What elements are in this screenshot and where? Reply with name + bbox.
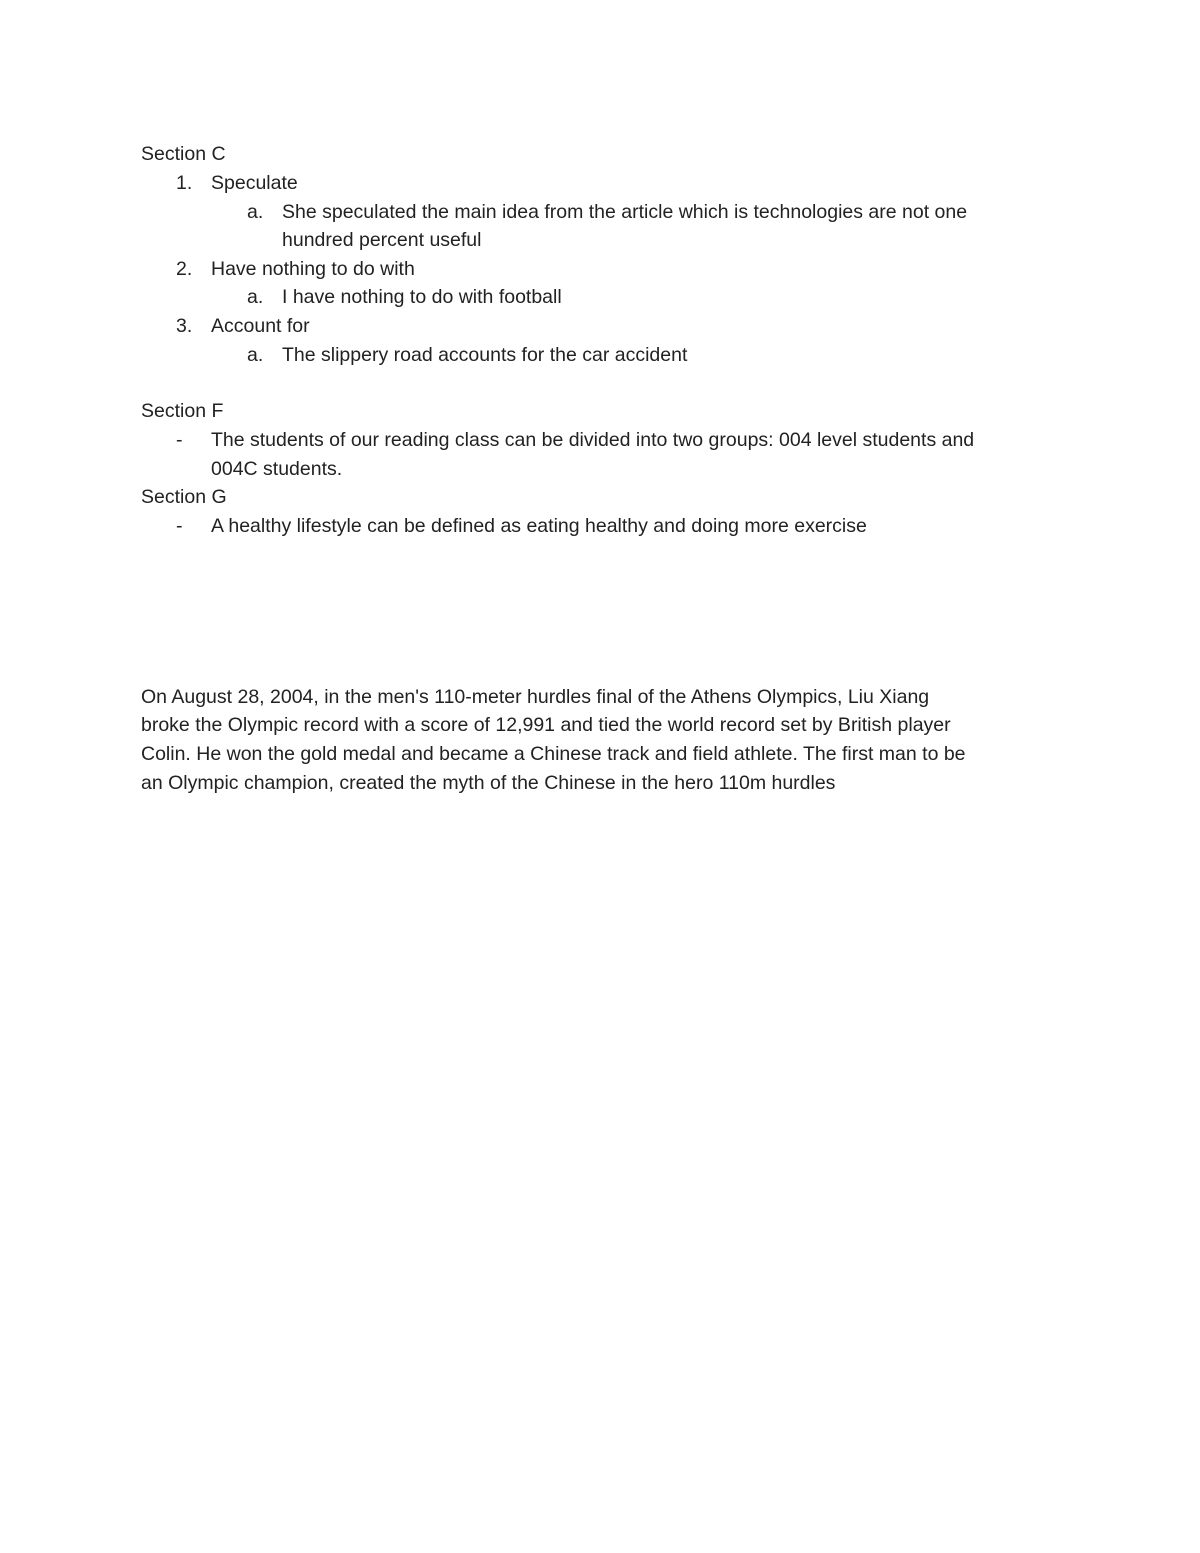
list-number: 3. (176, 315, 193, 337)
bullet-text: A healthy lifestyle can be defined as eating healthy and doing more exercise (211, 515, 867, 537)
list-number: 1. (176, 172, 193, 194)
list-number: 2. (176, 258, 193, 280)
list-item-label: Have nothing to do with (211, 258, 415, 280)
section-g-heading: Section G (141, 486, 227, 508)
bullet-text: The students of our reading class can be divided into two groups: 004 level students and (211, 429, 975, 451)
sub-item-text: hundred percent useful (282, 229, 482, 251)
bullet-dash: - (176, 429, 183, 451)
sub-item-text: The slippery road accounts for the car accident (282, 344, 688, 366)
paragraph-line: an Olympic champion, created the myth of the Chinese in the hero 110m hurdles (141, 772, 836, 794)
bullet-dash: - (176, 515, 183, 537)
list-item-label: Speculate (211, 172, 298, 194)
sub-item-text: I have nothing to do with football (282, 286, 562, 308)
paragraph-line: broke the Olympic record with a score of 12,991 and tied the world record set by British player (141, 714, 951, 736)
list-letter: a. (247, 201, 264, 223)
section-c-heading: Section C (141, 143, 226, 165)
sub-item-text: She speculated the main idea from the article which is technologies are not one (282, 201, 968, 223)
list-letter: a. (247, 286, 264, 308)
list-item-label: Account for (211, 315, 310, 337)
bullet-text: 004C students. (211, 458, 343, 480)
paragraph-line: Colin. He won the gold medal and became a Chinese track and field athlete. The first man to be (141, 743, 966, 765)
section-f-heading: Section F (141, 400, 224, 422)
paragraph-line: On August 28, 2004, in the men's 110-meter hurdles final of the Athens Olympics, Liu Xiang (141, 686, 930, 708)
list-letter: a. (247, 344, 264, 366)
